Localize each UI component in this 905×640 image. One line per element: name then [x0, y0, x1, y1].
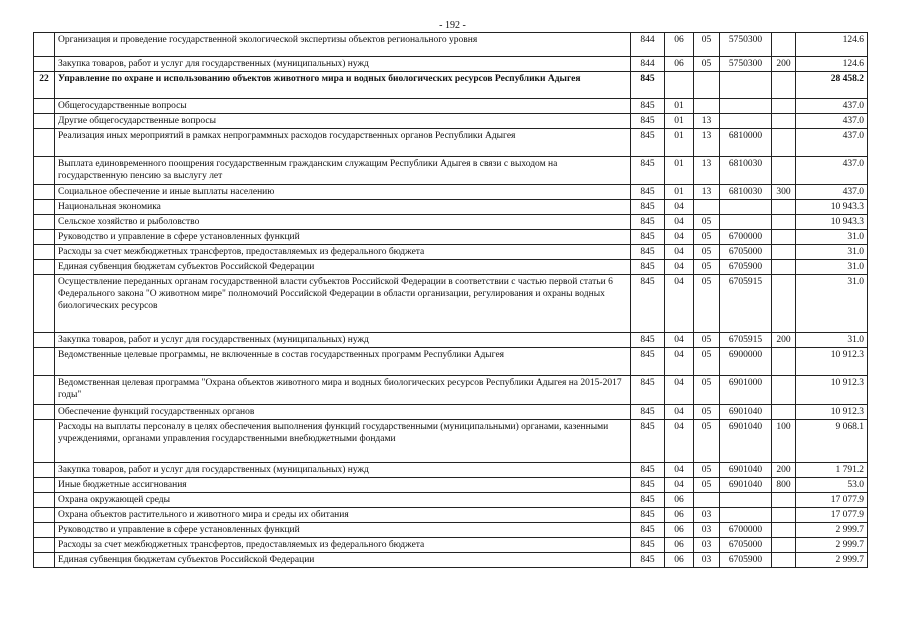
section-code: 04	[665, 275, 694, 333]
expense-type-code	[772, 275, 796, 333]
expense-type-code	[772, 538, 796, 553]
target-article-code	[720, 72, 772, 99]
target-article-code: 6810030	[720, 185, 772, 200]
subsection-code: 13	[694, 129, 720, 157]
section-code: 06	[665, 57, 694, 72]
section-code: 06	[665, 493, 694, 508]
section-code: 04	[665, 215, 694, 230]
expense-type-code	[772, 553, 796, 568]
ministry-code: 845	[631, 260, 665, 275]
expense-name: Закупка товаров, работ и услуг для государственных (муниципальных) нужд	[55, 57, 631, 72]
ministry-code: 845	[631, 376, 665, 405]
expense-name: Национальная экономика	[55, 200, 631, 215]
table-row	[34, 478, 868, 493]
target-article-code	[720, 99, 772, 114]
expense-name: Расходы на выплаты персоналу в целях обеспечения выполнения функций государственными (муниципальными) органами, казенными учреждениями, органами управления государственными внебюджетными фондами	[55, 420, 631, 463]
amount: 31.0	[796, 230, 868, 245]
amount: 17 077.9	[796, 493, 868, 508]
expense-type-code: 300	[772, 185, 796, 200]
table-row	[34, 200, 868, 215]
subsection-code: 05	[694, 275, 720, 333]
row-number	[34, 230, 55, 245]
expense-name: Ведомственная целевая программа "Охрана объектов животного мира и водных биологических ресурсов Республики Адыгея на 2015-2017 годы"	[55, 376, 631, 405]
expense-name: Руководство и управление в сфере установленных функций	[55, 523, 631, 538]
expense-name: Другие общегосударственные вопросы	[55, 114, 631, 129]
table-row	[34, 376, 868, 405]
ministry-code: 845	[631, 478, 665, 493]
row-number	[34, 275, 55, 333]
ministry-code: 844	[631, 33, 665, 57]
expense-name: Ведомственные целевые программы, не включенные в состав государственных программ Республики Адыгея	[55, 348, 631, 376]
target-article-code: 6901040	[720, 463, 772, 478]
row-number	[34, 405, 55, 420]
target-article-code: 6705900	[720, 553, 772, 568]
expense-type-code	[772, 493, 796, 508]
expense-name: Управление по охране и использованию объектов животного мира и водных биологических ресурсов Республики Адыгея	[55, 72, 631, 99]
subsection-code: 03	[694, 553, 720, 568]
expense-type-code	[772, 348, 796, 376]
section-code: 01	[665, 157, 694, 185]
expense-type-code	[772, 33, 796, 57]
table-row	[34, 157, 868, 185]
target-article-code	[720, 493, 772, 508]
ministry-code: 845	[631, 275, 665, 333]
amount: 17 077.9	[796, 508, 868, 523]
expense-name: Расходы за счет межбюджетных трансфертов, предоставляемых из федерального бюджета	[55, 538, 631, 553]
amount: 31.0	[796, 275, 868, 333]
section-code: 06	[665, 538, 694, 553]
amount: 53.0	[796, 478, 868, 493]
section-code: 04	[665, 245, 694, 260]
ministry-code: 845	[631, 215, 665, 230]
expense-type-code: 100	[772, 420, 796, 463]
subsection-code	[694, 493, 720, 508]
expense-type-code: 200	[772, 57, 796, 72]
ministry-code: 845	[631, 129, 665, 157]
table-row	[34, 230, 868, 245]
table-row	[34, 185, 868, 200]
table-row	[34, 275, 868, 333]
target-article-code: 5750300	[720, 33, 772, 57]
section-code: 04	[665, 376, 694, 405]
expense-name: Закупка товаров, работ и услуг для государственных (муниципальных) нужд	[55, 463, 631, 478]
row-number: 22	[34, 72, 55, 99]
section-code: 04	[665, 230, 694, 245]
table-row	[34, 215, 868, 230]
expense-name: Расходы за счет межбюджетных трансфертов, предоставляемых из федерального бюджета	[55, 245, 631, 260]
table-row	[34, 245, 868, 260]
amount: 1 791.2	[796, 463, 868, 478]
row-number	[34, 129, 55, 157]
row-number	[34, 508, 55, 523]
expense-type-code	[772, 245, 796, 260]
row-number	[34, 478, 55, 493]
amount: 124.6	[796, 33, 868, 57]
table-row	[34, 72, 868, 99]
section-code: 04	[665, 463, 694, 478]
row-number	[34, 260, 55, 275]
amount: 31.0	[796, 260, 868, 275]
expense-type-code	[772, 376, 796, 405]
ministry-code: 845	[631, 405, 665, 420]
row-number	[34, 57, 55, 72]
subsection-code: 05	[694, 376, 720, 405]
section-code: 06	[665, 523, 694, 538]
target-article-code	[720, 114, 772, 129]
subsection-code: 05	[694, 215, 720, 230]
target-article-code: 6700000	[720, 230, 772, 245]
ministry-code: 845	[631, 230, 665, 245]
amount: 2 999.7	[796, 538, 868, 553]
row-number	[34, 538, 55, 553]
expense-type-code: 200	[772, 333, 796, 348]
subsection-code: 05	[694, 230, 720, 245]
subsection-code: 03	[694, 508, 720, 523]
amount: 10 912.3	[796, 405, 868, 420]
target-article-code: 6901040	[720, 478, 772, 493]
subsection-code: 13	[694, 157, 720, 185]
subsection-code	[694, 200, 720, 215]
subsection-code: 05	[694, 260, 720, 275]
target-article-code: 6901040	[720, 405, 772, 420]
table-row	[34, 493, 868, 508]
expense-name: Единая субвенция бюджетам субъектов Российской Федерации	[55, 260, 631, 275]
amount: 9 068.1	[796, 420, 868, 463]
section-code: 01	[665, 99, 694, 114]
section-code: 01	[665, 185, 694, 200]
table-row	[34, 114, 868, 129]
expense-name: Общегосударственные вопросы	[55, 99, 631, 114]
ministry-code: 845	[631, 508, 665, 523]
expense-type-code	[772, 405, 796, 420]
expense-name: Руководство и управление в сфере установленных функций	[55, 230, 631, 245]
target-article-code: 6900000	[720, 348, 772, 376]
expense-name: Обеспечение функций государственных органов	[55, 405, 631, 420]
expense-name: Организация и проведение государственной экологической экспертизы объектов регионального уровня	[55, 33, 631, 57]
amount: 31.0	[796, 333, 868, 348]
expense-type-code: 800	[772, 478, 796, 493]
target-article-code: 6901000	[720, 376, 772, 405]
expense-type-code	[772, 508, 796, 523]
page-number: - 192 -	[439, 20, 466, 31]
table-row	[34, 333, 868, 348]
row-number	[34, 463, 55, 478]
target-article-code	[720, 215, 772, 230]
table-row	[34, 348, 868, 376]
expense-type-code: 200	[772, 463, 796, 478]
section-code: 04	[665, 405, 694, 420]
amount: 437.0	[796, 99, 868, 114]
ministry-code: 845	[631, 348, 665, 376]
table-row	[34, 508, 868, 523]
ministry-code: 845	[631, 157, 665, 185]
ministry-code: 845	[631, 200, 665, 215]
expense-name: Сельское хозяйство и рыболовство	[55, 215, 631, 230]
ministry-code: 845	[631, 538, 665, 553]
amount: 10 912.3	[796, 348, 868, 376]
ministry-code: 845	[631, 245, 665, 260]
expense-type-code	[772, 260, 796, 275]
ministry-code: 845	[631, 185, 665, 200]
expense-type-code	[772, 215, 796, 230]
target-article-code: 6705915	[720, 275, 772, 333]
expense-name: Охрана окружающей среды	[55, 493, 631, 508]
subsection-code: 03	[694, 523, 720, 538]
expense-type-code	[772, 129, 796, 157]
section-code: 06	[665, 508, 694, 523]
expense-name: Социальное обеспечение и иные выплаты населению	[55, 185, 631, 200]
ministry-code: 845	[631, 114, 665, 129]
table-row	[34, 33, 868, 57]
target-article-code: 6901040	[720, 420, 772, 463]
row-number	[34, 99, 55, 114]
ministry-code: 845	[631, 553, 665, 568]
row-number	[34, 33, 55, 57]
subsection-code: 13	[694, 114, 720, 129]
subsection-code: 03	[694, 538, 720, 553]
subsection-code: 05	[694, 348, 720, 376]
section-code: 01	[665, 129, 694, 157]
amount: 124.6	[796, 57, 868, 72]
ministry-code: 845	[631, 493, 665, 508]
amount: 10 943.3	[796, 200, 868, 215]
amount: 10 912.3	[796, 376, 868, 405]
row-number	[34, 157, 55, 185]
amount: 10 943.3	[796, 215, 868, 230]
amount: 437.0	[796, 157, 868, 185]
expense-name: Реализация иных мероприятий в рамках непрограммных расходов государственных органов Республики Адыгея	[55, 129, 631, 157]
ministry-code: 844	[631, 57, 665, 72]
subsection-code: 05	[694, 57, 720, 72]
target-article-code: 6810000	[720, 129, 772, 157]
target-article-code: 6705900	[720, 260, 772, 275]
row-number	[34, 185, 55, 200]
subsection-code: 05	[694, 463, 720, 478]
subsection-code	[694, 72, 720, 99]
target-article-code: 6705915	[720, 333, 772, 348]
table-row	[34, 420, 868, 463]
section-code: 01	[665, 114, 694, 129]
row-number	[34, 523, 55, 538]
amount: 2 999.7	[796, 523, 868, 538]
table-row	[34, 538, 868, 553]
expense-type-code	[772, 114, 796, 129]
section-code: 06	[665, 33, 694, 57]
expense-name: Осуществление переданных органам государственной власти субъектов Российской Федерации в соответствии с частью первой статьи 6 Федерального закона "О животном мире" полномочий Российской Федерации в области организации, регулирования и охраны водных биологических ресурсов	[55, 275, 631, 333]
target-article-code: 5750300	[720, 57, 772, 72]
ministry-code: 845	[631, 463, 665, 478]
amount: 437.0	[796, 185, 868, 200]
section-code	[665, 72, 694, 99]
expense-type-code	[772, 230, 796, 245]
amount: 31.0	[796, 245, 868, 260]
target-article-code	[720, 200, 772, 215]
table-row	[34, 553, 868, 568]
subsection-code: 05	[694, 245, 720, 260]
expense-type-code	[772, 523, 796, 538]
expense-type-code	[772, 157, 796, 185]
amount: 28 458.2	[796, 72, 868, 99]
row-number	[34, 420, 55, 463]
table-row	[34, 129, 868, 157]
row-number	[34, 245, 55, 260]
section-code: 04	[665, 260, 694, 275]
table-row	[34, 57, 868, 72]
section-code: 04	[665, 478, 694, 493]
target-article-code: 6700000	[720, 523, 772, 538]
subsection-code: 13	[694, 185, 720, 200]
ministry-code: 845	[631, 333, 665, 348]
budget-table	[33, 32, 868, 568]
table-row	[34, 523, 868, 538]
ministry-code: 845	[631, 72, 665, 99]
expense-name: Единая субвенция бюджетам субъектов Российской Федерации	[55, 553, 631, 568]
ministry-code: 845	[631, 523, 665, 538]
expense-type-code	[772, 99, 796, 114]
row-number	[34, 348, 55, 376]
row-number	[34, 114, 55, 129]
subsection-code: 05	[694, 420, 720, 463]
expense-name: Иные бюджетные ассигнования	[55, 478, 631, 493]
subsection-code	[694, 99, 720, 114]
subsection-code: 05	[694, 405, 720, 420]
expense-name: Выплата единовременного поощрения государственным гражданским служащим Республики Адыгея в связи с выходом на государственную пенсию за выслугу лет	[55, 157, 631, 185]
row-number	[34, 333, 55, 348]
ministry-code: 845	[631, 99, 665, 114]
section-code: 04	[665, 200, 694, 215]
expense-type-code	[772, 72, 796, 99]
subsection-code: 05	[694, 478, 720, 493]
table-row	[34, 463, 868, 478]
table-row	[34, 99, 868, 114]
target-article-code: 6705000	[720, 538, 772, 553]
row-number	[34, 376, 55, 405]
target-article-code: 6705000	[720, 245, 772, 260]
section-code: 04	[665, 333, 694, 348]
section-code: 04	[665, 348, 694, 376]
table-row	[34, 260, 868, 275]
target-article-code	[720, 508, 772, 523]
row-number	[34, 493, 55, 508]
table-row	[34, 405, 868, 420]
row-number	[34, 553, 55, 568]
subsection-code: 05	[694, 33, 720, 57]
ministry-code: 845	[631, 420, 665, 463]
row-number	[34, 215, 55, 230]
expense-type-code	[772, 200, 796, 215]
row-number	[34, 200, 55, 215]
amount: 2 999.7	[796, 553, 868, 568]
section-code: 06	[665, 553, 694, 568]
expense-name: Закупка товаров, работ и услуг для государственных (муниципальных) нужд	[55, 333, 631, 348]
subsection-code: 05	[694, 333, 720, 348]
amount: 437.0	[796, 129, 868, 157]
target-article-code: 6810030	[720, 157, 772, 185]
section-code: 04	[665, 420, 694, 463]
expense-name: Охрана объектов растительного и животного мира и среды их обитания	[55, 508, 631, 523]
amount: 437.0	[796, 114, 868, 129]
